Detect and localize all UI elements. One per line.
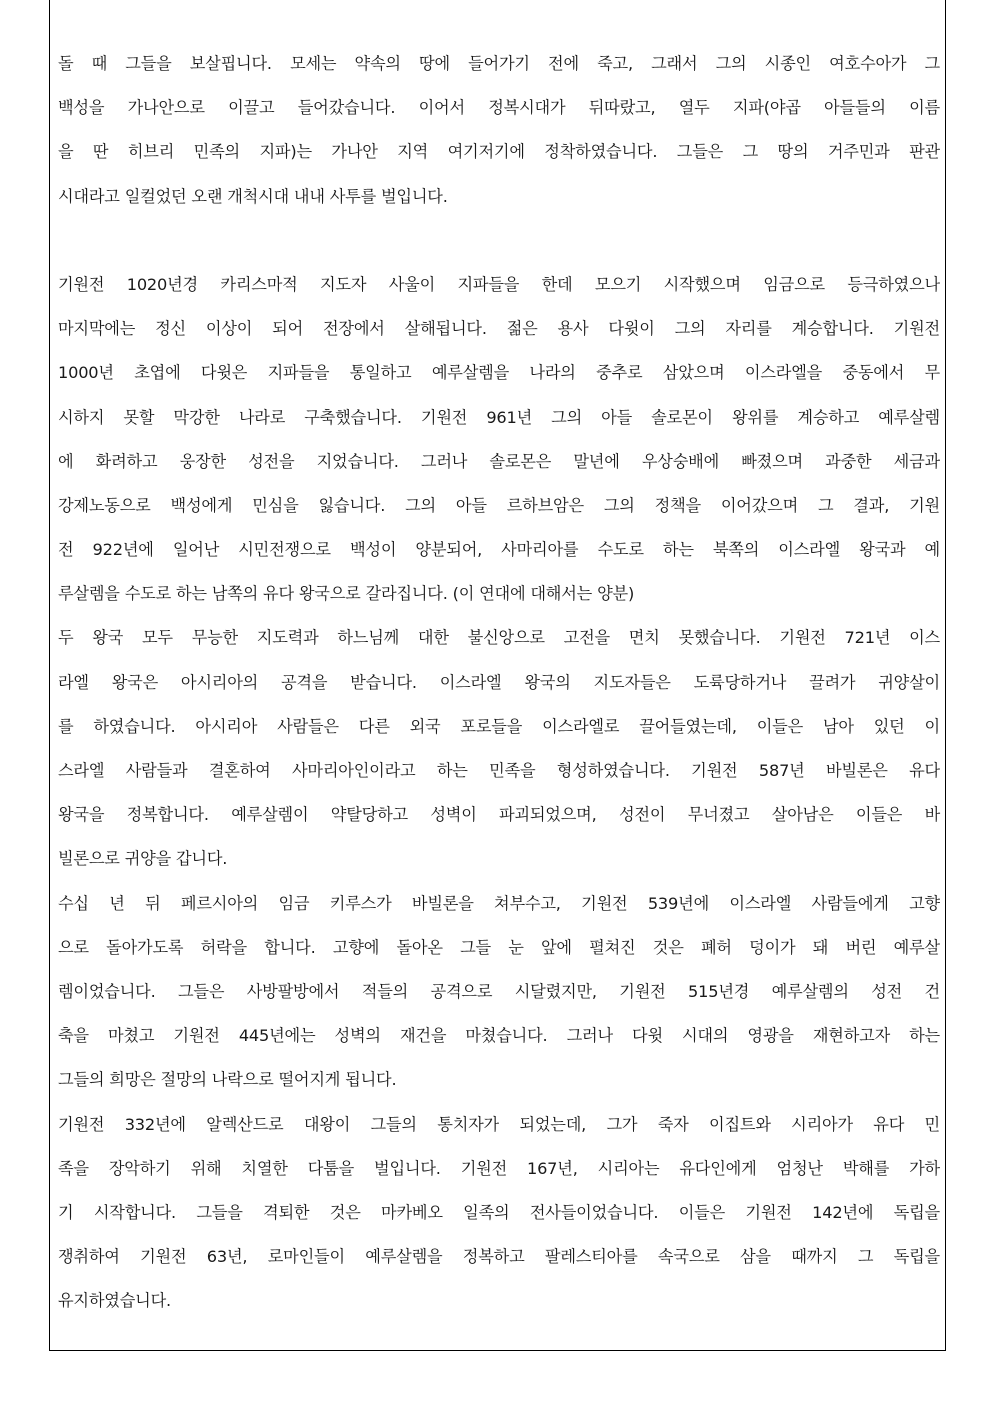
text-line: 유지하였습니다. bbox=[58, 1291, 172, 1311]
text-line: 시대라고 일컬었던 오랜 개척시대 내내 사투를 벌입니다. bbox=[58, 186, 448, 206]
text-line: 빌론으로 귀양을 갑니다. bbox=[58, 849, 228, 869]
text-line: 왕국을 정복합니다. 예루살렘이 약탈당하고 성벽이 파괴되었으며, 성전이 무너졌고 살아남은 이들은 바 bbox=[58, 805, 940, 825]
text-line: 시하지 못할 막강한 나라로 구축했습니다. 기원전 961년 그의 아들 솔로몬이 왕위를 계승하고 예루살렘 bbox=[58, 407, 940, 427]
text-line: 1000년 초엽에 다윗은 지파들을 통일하고 예루살렘을 나라의 중추로 삼았으며 이스라엘을 중동에서 무 bbox=[58, 363, 940, 383]
text-line: 강제노동으로 백성에게 민심을 잃습니다. 그의 아들 르하브암은 그의 정책을 이어갔으며 그 결과, 기원 bbox=[58, 495, 940, 515]
text-line: 스라엘 사람들과 결혼하여 사마리아인이라고 하는 민족을 형성하였습니다. 기원전 587년 바빌론은 유다 bbox=[58, 761, 940, 780]
text-line: 마지막에는 정신 이상이 되어 전장에서 살해됩니다. 젊은 용사 다윗이 그의 자리를 계승합니다. 기원전 bbox=[58, 319, 940, 339]
text-line: 돌 때 그들을 보살핍니다. 모세는 약속의 땅에 들어가기 전에 죽고, 그래서 그의 시종인 여호수아가 그 bbox=[58, 54, 940, 73]
text-line: 에 화려하고 웅장한 성전을 지었습니다. 그러나 솔로몬은 말년에 우상숭배에 빠졌으며 과중한 세금과 bbox=[58, 451, 940, 471]
document-body bbox=[58, 42, 940, 1323]
text-line: 전 922년에 일어난 시민전쟁으로 백성이 양분되어, 사마리아를 수도로 하는 북쪽의 이스라엘 왕국과 예 bbox=[58, 540, 940, 560]
text-line: 라엘 왕국은 아시리아의 공격을 받습니다. 이스라엘 왕국의 지도자들은 도륙당하거나 끌려가 귀양살이 bbox=[58, 672, 940, 692]
text-line: 기 시작합니다. 그들을 격퇴한 것은 마카베오 일족의 전사들이었습니다. 이들은 기원전 142년에 독립을 bbox=[58, 1202, 940, 1222]
text-line: 쟁취하여 기원전 63년, 로마인들이 예루살렘을 정복하고 팔레스티아를 속국으로 삼을 때까지 그 독립을 bbox=[58, 1247, 940, 1267]
text-line: 루살렘을 수도로 하는 남쪽의 유다 왕국으로 갈라집니다. (이 연대에 대해서는 양분) bbox=[58, 584, 635, 604]
text-line: 기원전 332년에 알렉산드로 대왕이 그들의 통치자가 되었는데, 그가 죽자 이집트와 시리아가 유다 민 bbox=[58, 1114, 940, 1134]
blank-line bbox=[58, 219, 940, 263]
text-line: 두 왕국 모두 무능한 지도력과 하느님께 대한 불신앙으로 고전을 면치 못했습니다. 기원전 721년 이스 bbox=[58, 628, 940, 648]
text-line: 백성을 가나안으로 이끌고 들어갔습니다. 이어서 정복시대가 뒤따랐고, 열두 지파(야곱 아들들의 이름 bbox=[58, 98, 940, 118]
text-line: 렘이었습니다. 그들은 사방팔방에서 적들의 공격으로 시달렸지만, 기원전 515년경 예루살렘의 성전 건 bbox=[58, 981, 940, 1001]
text-line: 수십 년 뒤 페르시아의 임금 키루스가 바빌론을 쳐부수고, 기원전 539년에 이스라엘 사람들에게 고향 bbox=[58, 893, 940, 913]
text-line: 으로 돌아가도록 허락을 합니다. 고향에 돌아온 그들 눈 앞에 펼쳐진 것은 폐허 덩이가 돼 버린 예루살 bbox=[58, 937, 940, 957]
text-line: 그들의 희망은 절망의 나락으로 떨어지게 됩니다. bbox=[58, 1070, 397, 1090]
text-line: 를 하였습니다. 아시리아 사람들은 다른 외국 포로들을 이스라엘로 끌어들였는데, 이들은 남아 있던 이 bbox=[58, 716, 940, 736]
text-line: 기원전 1020년경 카리스마적 지도자 사울이 지파들을 한데 모으기 시작했으며 임금으로 등극하였으나 bbox=[58, 274, 940, 294]
text-line: 축을 마쳤고 기원전 445년에는 성벽의 재건을 마쳤습니다. 그러나 다윗 시대의 영광을 재현하고자 하는 bbox=[58, 1026, 940, 1046]
text-line: 을 딴 히브리 민족의 지파)는 가나안 지역 여기저기에 정착하였습니다. 그들은 그 땅의 거주민과 판관 bbox=[58, 142, 940, 162]
text-line: 족을 장악하기 위해 치열한 다툼을 벌입니다. 기원전 167년, 시리아는 유다인에게 엄청난 박해를 가하 bbox=[58, 1158, 940, 1178]
